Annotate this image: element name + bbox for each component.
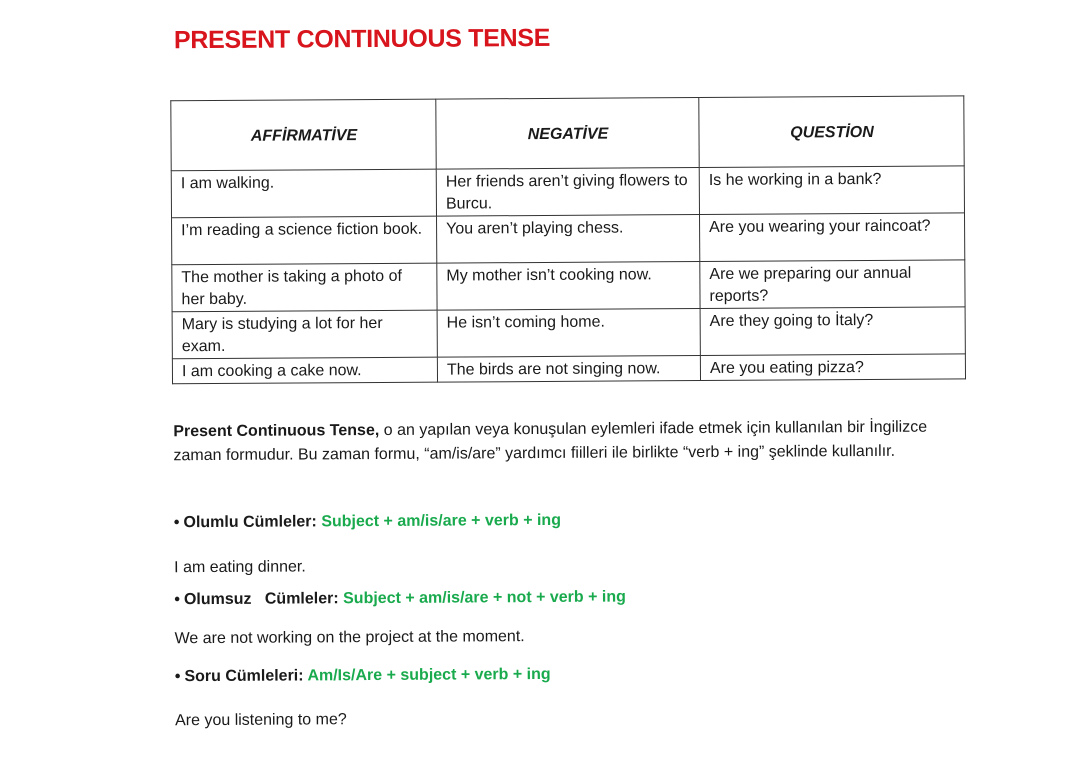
negative-cell: My mother isn’t cooking now. <box>437 262 700 311</box>
affirmative-cell: The mother is taking a photo of her baby. <box>172 263 437 312</box>
bullet-icon: • <box>173 514 180 532</box>
table-header-row <box>171 96 964 171</box>
rule-affirmative <box>174 512 561 532</box>
rule-label: Olumsuz Cümleler: <box>183 590 339 609</box>
negative-cell: You aren’t playing chess. <box>437 215 700 264</box>
rule-question <box>175 666 551 686</box>
header-question: QUESTİON <box>699 96 964 168</box>
header-negative: NEGATİVE <box>436 98 699 170</box>
bullet-icon: • <box>174 668 181 686</box>
bullet-icon: • <box>174 591 181 609</box>
rule-label: Olumlu Cümleler: <box>183 513 317 532</box>
table-row <box>172 260 965 312</box>
description-lead: Present Continuous Tense, <box>173 421 380 441</box>
rule-label: Soru Cümleleri: <box>184 667 304 686</box>
question-cell: Are you wearing your raincoat? <box>700 213 965 262</box>
question-cell: Is he working in a bank? <box>699 166 964 215</box>
table-row <box>171 166 964 218</box>
rule-formula: Subject + am/is/are + verb + ing <box>321 511 562 531</box>
question-cell: Are they going to İtaly? <box>700 307 965 356</box>
header-affirmative: AFFİRMATİVE <box>171 99 436 171</box>
table-row <box>172 354 965 384</box>
tense-examples-table <box>170 95 966 384</box>
negative-cell: The birds are not singing now. <box>437 356 700 383</box>
affirmative-cell: I’m reading a science fiction book. <box>172 216 437 265</box>
rule-formula: Am/Is/Are + subject + verb + ing <box>307 665 551 685</box>
rule-example-affirmative: I am eating dinner. <box>174 558 306 577</box>
table-row <box>172 213 965 265</box>
description-paragraph <box>173 415 973 468</box>
affirmative-cell: I am walking. <box>171 169 436 218</box>
rule-negative <box>174 588 626 609</box>
rule-example-question: Are you listening to me? <box>175 711 347 730</box>
description-text: o an yapılan veya konuşulan eylemleri ifade etmek için kullanılan bir İngilizce zaman formudur. Bu zaman formu, “am/is/are” yardımcı fiilleri ile birlikte “verb + ing” şeklinde kullanılır. <box>173 418 928 465</box>
rule-formula: Subject + am/is/are + not + verb + ing <box>343 588 626 608</box>
table-row <box>172 307 965 359</box>
rule-example-negative: We are not working on the project at the moment. <box>174 628 525 648</box>
negative-cell: He isn’t coming home. <box>437 309 700 358</box>
question-cell: Are you eating pizza? <box>700 354 965 381</box>
question-cell: Are we preparing our annual reports? <box>700 260 965 309</box>
page-title: PRESENT CONTINUOUS TENSE <box>173 23 551 55</box>
affirmative-cell: I am cooking a cake now. <box>172 357 437 384</box>
negative-cell: Her friends aren’t giving flowers to Burcu. <box>436 168 699 217</box>
affirmative-cell: Mary is studying a lot for her exam. <box>172 310 437 359</box>
